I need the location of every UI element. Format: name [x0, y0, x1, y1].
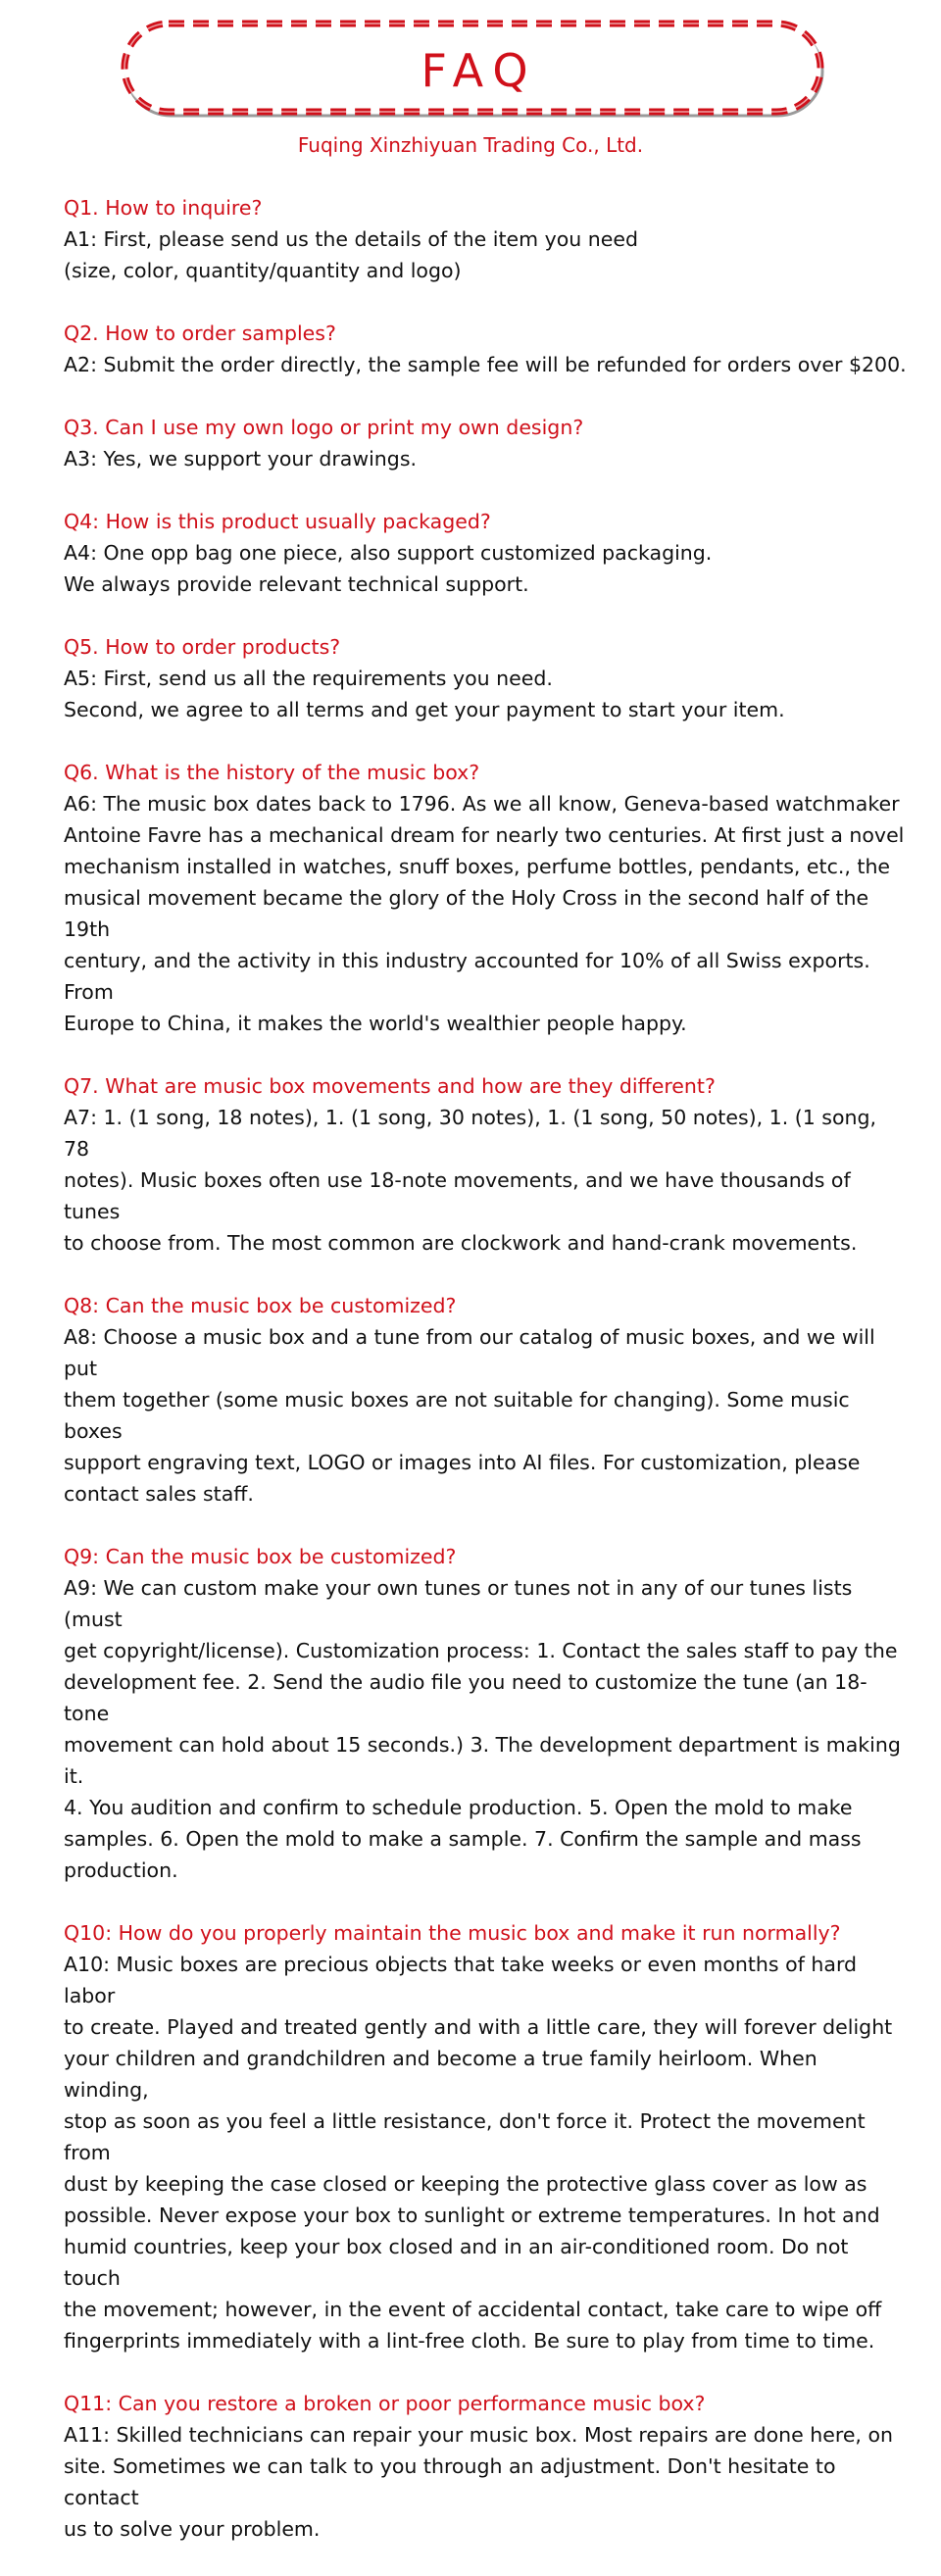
- faq-answer-line: contact sales staff.: [64, 1482, 254, 1506]
- faq-answer-line: A2: Submit the order directly, the sample fee will be refunded for orders over $200.: [64, 353, 907, 376]
- faq-answer-line: possible. Never expose your box to sunlight or extreme temperatures. In hot and: [64, 2204, 880, 2227]
- faq-answer-line: A3: Yes, we support your drawings.: [64, 447, 418, 471]
- faq-answer-line: A1: First, please send us the details of the item you need: [64, 227, 639, 251]
- faq-answer-line: A9: We can custom make your own tunes or tunes not in any of our tunes lists (must: [64, 1576, 853, 1631]
- faq-answer: [64, 443, 907, 474]
- faq-list: [64, 192, 907, 2576]
- faq-answer: [64, 663, 907, 725]
- faq-answer: [64, 788, 907, 1039]
- faq-question: Q9: Can the music box be customized?: [64, 1545, 457, 1568]
- faq-answer-line: 4. You audition and confirm to schedule production. 5. Open the mold to make: [64, 1796, 853, 1819]
- faq-answer-line: humid countries, keep your box closed and in an air-conditioned room. Do not touch: [64, 2235, 849, 2290]
- faq-question: Q2. How to order samples?: [64, 322, 336, 345]
- faq-question: Q7. What are music box movements and how are they different?: [64, 1074, 716, 1098]
- faq-answer-line: them together (some music boxes are not suitable for changing). Some music boxes: [64, 1388, 850, 1443]
- faq-answer-line: (size, color, quantity/quantity and logo): [64, 259, 462, 282]
- faq-item: [64, 318, 907, 380]
- faq-answer-line: samples. 6. Open the mold to make a sample. 7. Confirm the sample and mass: [64, 1827, 862, 1851]
- faq-answer-line: A10: Music boxes are precious objects that take weeks or even months of hard labor: [64, 1953, 858, 2007]
- faq-item: [64, 1070, 907, 1259]
- faq-answer-line: to choose from. The most common are clockwork and hand-crank movements.: [64, 1231, 858, 1255]
- faq-answer-line: dust by keeping the case closed or keeping the protective glass cover as low as: [64, 2172, 867, 2196]
- faq-answer: [64, 1949, 907, 2356]
- faq-answer-line: fingerprints immediately with a lint-free cloth. Be sure to play from time to time.: [64, 2329, 875, 2353]
- faq-question: Q10: How do you properly maintain the music box and make it run normally?: [64, 1921, 841, 1945]
- faq-answer-line: A5: First, send us all the requirements you need.: [64, 667, 553, 690]
- faq-item: [64, 1917, 907, 2356]
- faq-question: Q11: Can you restore a broken or poor performance music box?: [64, 2392, 706, 2415]
- faq-answer-line: stop as soon as you feel a little resistance, don't force it. Protect the movement from: [64, 2109, 866, 2164]
- faq-answer-line: get copyright/license). Customization process: 1. Contact the sales staff to pay the: [64, 1639, 898, 1662]
- faq-answer-line: to create. Played and treated gently and with a little care, they will forever delight: [64, 2015, 893, 2039]
- faq-item: [64, 192, 907, 286]
- faq-answer-line: musical movement became the glory of the Holy Cross in the second half of the 19th: [64, 886, 869, 941]
- faq-answer-line: We always provide relevant technical support.: [64, 572, 529, 596]
- faq-answer-line: mechanism installed in watches, snuff boxes, perfume bottles, pendants, etc., the: [64, 855, 891, 878]
- faq-item: [64, 506, 907, 600]
- faq-answer: [64, 349, 907, 380]
- faq-answer-line: your children and grandchildren and become a true family heirloom. When winding,: [64, 2047, 817, 2102]
- faq-item: [64, 412, 907, 474]
- faq-banner: [121, 20, 828, 122]
- faq-answer-line: movement can hold about 15 seconds.) 3. The development department is making it.: [64, 1733, 901, 1788]
- faq-answer: [64, 223, 907, 286]
- faq-answer-line: the movement; however, in the event of accidental contact, take care to wipe off: [64, 2298, 882, 2321]
- faq-item: [64, 757, 907, 1039]
- faq-answer: [64, 1321, 907, 1510]
- faq-answer: [64, 1572, 907, 1886]
- faq-answer-line: production.: [64, 1858, 178, 1882]
- faq-question: Q5. How to order products?: [64, 635, 341, 659]
- page-title: FAQ: [421, 44, 538, 97]
- faq-question: Q4: How is this product usually packaged?: [64, 510, 491, 533]
- faq-question: Q1. How to inquire?: [64, 196, 263, 220]
- faq-answer-line: development fee. 2. Send the audio file you need to customize the tune (an 18-tone: [64, 1670, 867, 1725]
- faq-item: [64, 1290, 907, 1510]
- faq-answer-line: century, and the activity in this industry accounted for 10% of all Swiss exports. From: [64, 949, 870, 1004]
- faq-answer: [64, 2419, 907, 2545]
- faq-answer: [64, 537, 907, 600]
- faq-answer-line: Europe to China, it makes the world's wealthier people happy.: [64, 1012, 687, 1035]
- faq-answer-line: notes). Music boxes often use 18-note movements, and we have thousands of tunes: [64, 1168, 851, 1223]
- faq-item: [64, 1541, 907, 1886]
- faq-question: Q6. What is the history of the music box?: [64, 761, 480, 784]
- faq-answer-line: A8: Choose a music box and a tune from our catalog of music boxes, and we will put: [64, 1325, 875, 1380]
- faq-answer-line: site. Sometimes we can talk to you through an adjustment. Don't hesitate to contact: [64, 2454, 836, 2509]
- faq-answer: [64, 1102, 907, 1259]
- faq-answer-line: support engraving text, LOGO or images into AI files. For customization, please: [64, 1451, 861, 1474]
- faq-answer-line: Second, we agree to all terms and get your payment to start your item.: [64, 698, 785, 721]
- faq-item: [64, 2388, 907, 2545]
- faq-item: [64, 631, 907, 725]
- faq-answer-line: A4: One opp bag one piece, also support customized packaging.: [64, 541, 713, 565]
- faq-answer-line: Antoine Favre has a mechanical dream for nearly two centuries. At first just a novel: [64, 823, 905, 847]
- faq-question: Q3. Can I use my own logo or print my own design?: [64, 416, 584, 439]
- faq-question: Q8: Can the music box be customized?: [64, 1294, 457, 1317]
- faq-answer-line: A7: 1. (1 song, 18 notes), 1. (1 song, 30 notes), 1. (1 song, 50 notes), 1. (1 song, 78: [64, 1106, 877, 1161]
- faq-answer-line: A11: Skilled technicians can repair your music box. Most repairs are done here, on: [64, 2423, 893, 2447]
- faq-answer-line: us to solve your problem.: [64, 2517, 321, 2541]
- faq-answer-line: A6: The music box dates back to 1796. As we all know, Geneva-based watchmaker: [64, 792, 900, 816]
- company-name: Fuqing Xinzhiyuan Trading Co., Ltd.: [297, 133, 644, 157]
